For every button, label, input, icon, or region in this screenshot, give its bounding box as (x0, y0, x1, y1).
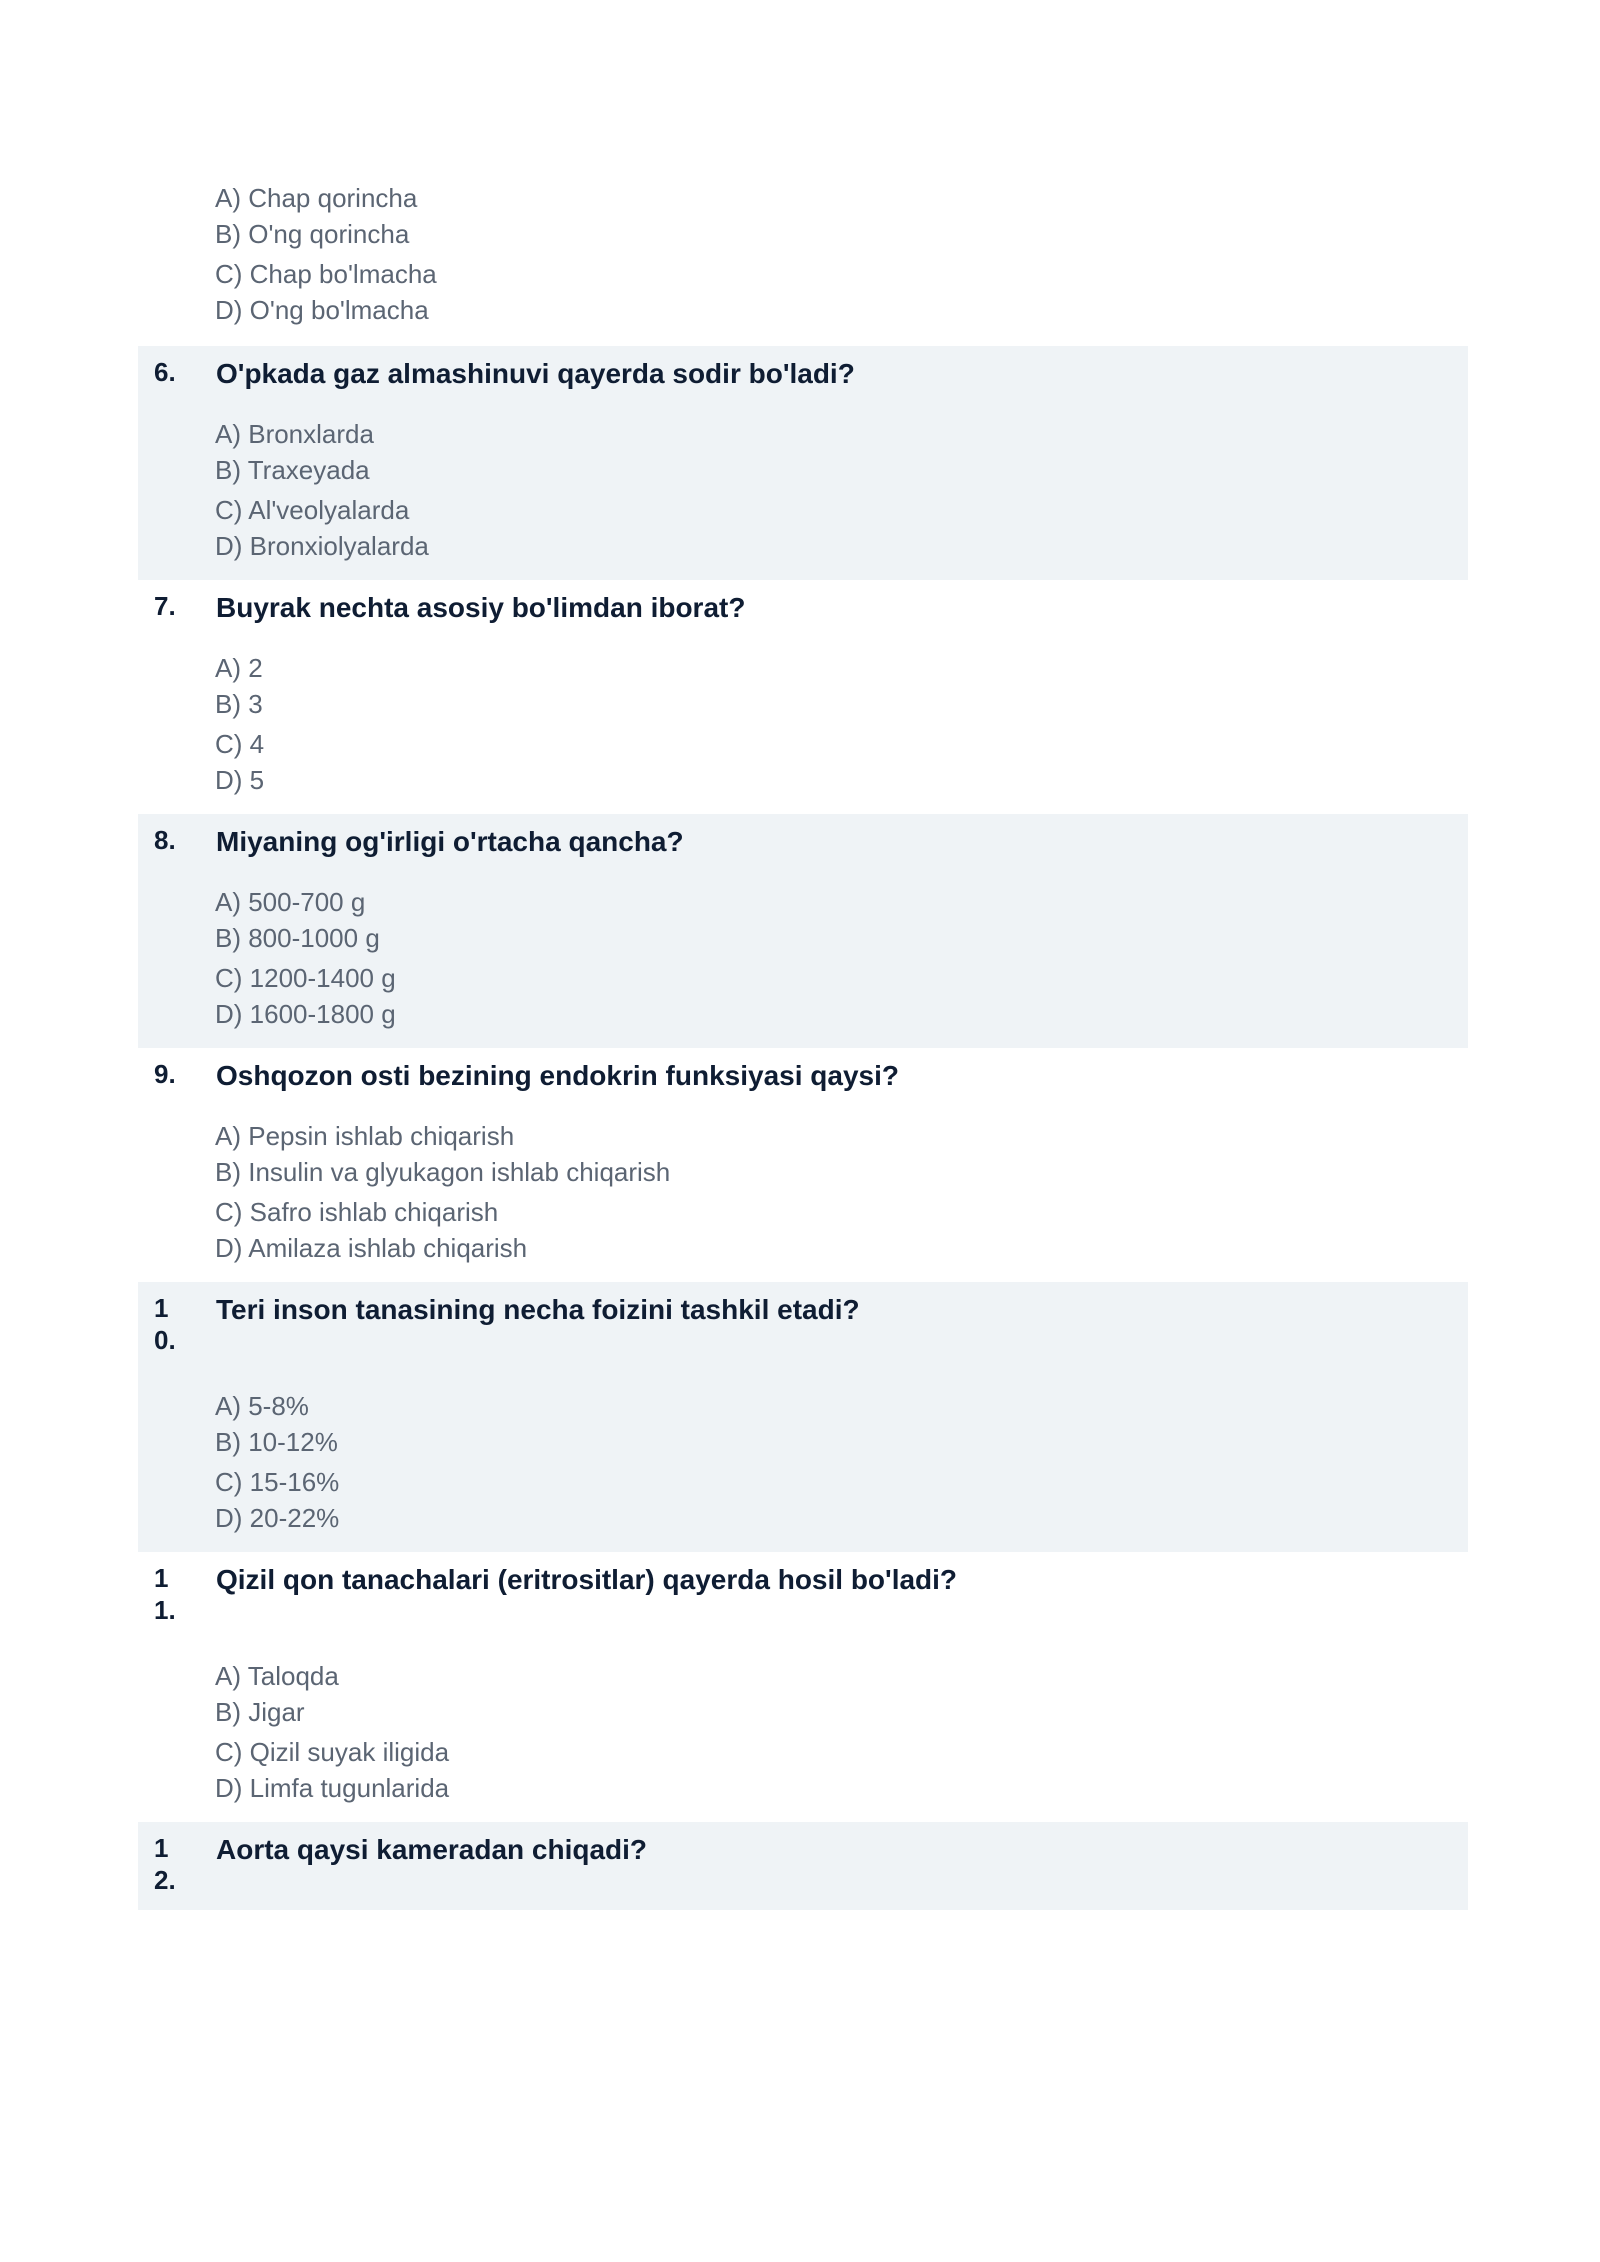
previous-question-options (138, 180, 1468, 346)
question-number: 11. (154, 1563, 176, 1625)
option-text: D) Limfa tugunlarida (215, 1773, 450, 1803)
question-text: Aorta qaysi kameradan chiqadi? (216, 1834, 648, 1865)
option-text: C) Al'veolyalarda (215, 495, 410, 525)
question-block (138, 1552, 1468, 1822)
option-text: D) 5 (215, 765, 265, 795)
option-text: C) Chap bo'lmacha (215, 259, 437, 289)
question-text: Oshqozon osti bezining endokrin funksiyasi qaysi? (216, 1060, 899, 1091)
option-text: B) O'ng qorincha (215, 219, 410, 249)
question-number: 12. (154, 1833, 176, 1895)
option-text: B) Traxeyada (215, 455, 370, 485)
option-text: B) 800-1000 g (215, 923, 380, 953)
question-text: O'pkada gaz almashinuvi qayerda sodir bo'ladi? (216, 358, 855, 389)
question-number: 6. (154, 357, 176, 387)
question-number: 7. (154, 591, 176, 621)
question-block (138, 1048, 1468, 1282)
option-text: B) 10-12% (215, 1427, 338, 1457)
question-text: Buyrak nechta asosiy bo'limdan iborat? (216, 592, 746, 623)
option-text: D) Amilaza ishlab chiqarish (215, 1233, 528, 1263)
option-list (138, 416, 1468, 564)
question-text: Miyaning og'irligi o'rtacha qancha? (216, 826, 684, 857)
option-list (138, 1388, 1468, 1536)
option-text: C) 1200-1400 g (215, 963, 396, 993)
option-text: B) Insulin va glyukagon ishlab chiqarish (215, 1157, 671, 1187)
question-number: 9. (154, 1059, 176, 1089)
option-text: A) 2 (215, 653, 263, 683)
option-text: D) Bronxiolyalarda (215, 531, 429, 561)
question-block (138, 1282, 1468, 1552)
option-list (138, 650, 1468, 798)
option-text: C) 15-16% (215, 1467, 340, 1497)
quiz-page (138, 180, 1468, 1910)
option-text: A) Chap qorincha (215, 183, 418, 213)
question-block (138, 580, 1468, 814)
option-text: C) Safro ishlab chiqarish (215, 1197, 499, 1227)
option-text: A) 5-8% (215, 1391, 309, 1421)
option-text: D) 20-22% (215, 1503, 340, 1533)
option-text: B) Jigar (215, 1697, 305, 1727)
question-number: 10. (154, 1293, 176, 1355)
question-block (138, 814, 1468, 1048)
option-list (138, 1118, 1468, 1266)
option-list (138, 884, 1468, 1032)
question-block (138, 1822, 1468, 1910)
question-text: Teri inson tanasining necha foizini tashkil etadi? (216, 1294, 860, 1325)
question-text: Qizil qon tanachalari (eritrositlar) qayerda hosil bo'ladi? (216, 1564, 958, 1595)
option-text: A) Taloqda (215, 1661, 339, 1691)
option-text: A) Pepsin ishlab chiqarish (215, 1121, 515, 1151)
option-text: D) 1600-1800 g (215, 999, 396, 1029)
option-text: A) Bronxlarda (215, 419, 374, 449)
option-text: A) 500-700 g (215, 887, 366, 917)
option-text: C) 4 (215, 729, 265, 759)
option-text: B) 3 (215, 689, 263, 719)
question-number: 8. (154, 825, 176, 855)
question-block (138, 346, 1468, 580)
option-text: C) Qizil suyak iligida (215, 1737, 450, 1767)
option-text: D) O'ng bo'lmacha (215, 295, 429, 325)
option-list (138, 1658, 1468, 1806)
